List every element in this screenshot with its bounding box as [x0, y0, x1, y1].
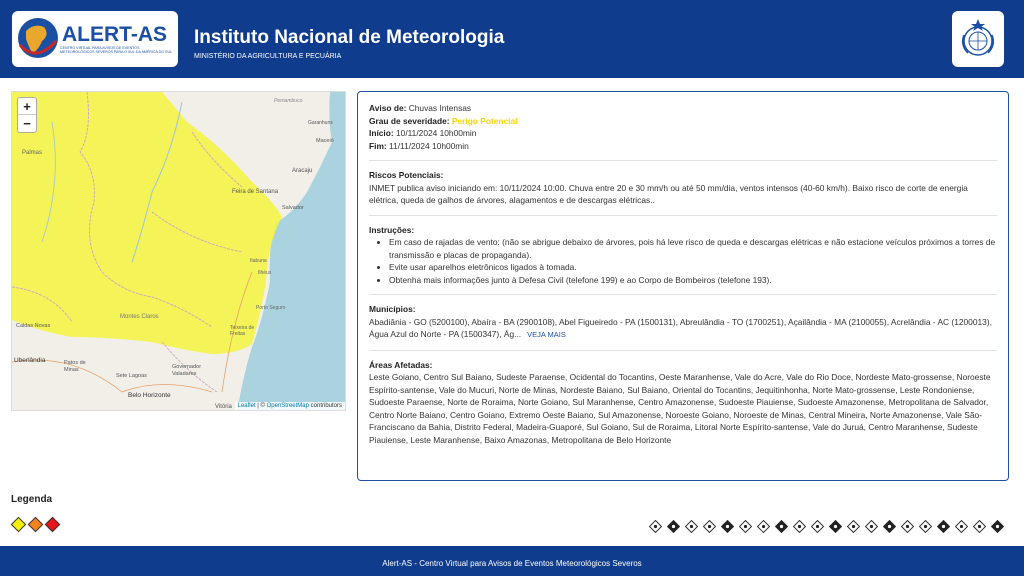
cold-icon[interactable]: [793, 520, 806, 533]
fim-value: 11/11/2024 10h00min: [389, 140, 469, 151]
header-bar: [0, 0, 1024, 78]
inicio-row: [369, 127, 997, 140]
instrucoes-title: Instruções:: [369, 224, 415, 235]
event-type-icons: [649, 520, 1004, 533]
veja-mais-link[interactable]: VEJA MAIS: [527, 330, 566, 339]
alert-map[interactable]: [11, 91, 346, 411]
fog-icon[interactable]: [757, 520, 770, 533]
tide-icon[interactable]: [991, 520, 1004, 533]
globe-logo-icon: [12, 11, 178, 67]
map-label-uberlandia: Uberlândia: [14, 357, 46, 364]
aviso-label: Aviso de:: [369, 103, 407, 113]
inicio-value: 10/11/2024 10h00min: [396, 128, 477, 138]
cyclone-icon[interactable]: [973, 520, 986, 533]
red-level-icon[interactable]: [45, 517, 61, 533]
wind-icon[interactable]: [685, 520, 698, 533]
logo-text: ALERT-AS: [62, 23, 167, 46]
municipios-text: Abadiânia - GO (5200100), Abaíra - BA (2900108), Abel Figueiredo - PA (1500131), Abreulândia - TO (1700251), Açailândia - MA (2100055), Acrelândia - AC (1200013), Água Azul do Norte - PA (1500347), Ág...: [369, 316, 992, 339]
map-label-feira: Feira de Santana: [232, 189, 279, 195]
map-label-maceio: Maceió: [316, 138, 334, 144]
map-label-caldas: Caldas Novas: [16, 323, 51, 329]
footer-bar: [0, 546, 1024, 576]
map-label-teixeira: Teixeira de Freitas: [230, 325, 255, 337]
areas-title: Áreas Afetadas:: [369, 359, 433, 370]
map-label-montes: Montes Claros: [120, 314, 159, 320]
wmo-logo[interactable]: [952, 11, 1004, 67]
map-label-ilheus: Ilhéus: [258, 270, 272, 276]
fim-row: [369, 140, 997, 153]
alert-as-logo[interactable]: [12, 11, 178, 67]
fim-label: Fim:: [369, 140, 387, 151]
municipios-block: [369, 316, 997, 342]
yellow-level-icon[interactable]: [11, 517, 27, 533]
divider: [369, 160, 997, 161]
attribution-tail: contributors: [308, 403, 342, 409]
frost-icon[interactable]: [739, 520, 752, 533]
storm-icon[interactable]: [649, 520, 662, 533]
map-label-aracaju: Aracaju: [292, 168, 313, 174]
lightning-icon[interactable]: [901, 520, 914, 533]
zoom-out-button[interactable]: −: [23, 116, 31, 131]
map-label-itabuna: Itabuna: [250, 258, 267, 264]
aviso-value: Chuvas Intensas: [408, 103, 472, 113]
tornado-icon[interactable]: [865, 520, 878, 533]
alert-details-panel: [357, 91, 1009, 481]
map-label-pernambuco: Pernambuco: [274, 98, 303, 104]
map-label-gov: Governador Valadares: [172, 364, 202, 377]
attribution-separator: | ©: [255, 403, 267, 409]
leaflet-link[interactable]: Leaflet: [237, 403, 256, 409]
areas-text: Leste Goiano, Centro Sul Baiano, Sudeste Paraense, Ocidental do Tocantins, Oeste Maranhense, Vale do Acre, Vale do Rio Doce, Nordeste Mato-grossense, Noroeste Espírito-santense, Vale do Mucuri, Norte de Minas, Nordeste Baiano, Sul Baiano, Oriental do Tocantins, Jequitinhonha, Norte Mato-grossense, Leste Rondoniense, Sudoeste Paraense, Norte de Roraima, Norte Goiano, Sul Maranhense, Centro Amazonense, Sudoeste Piauiense, Sudoeste Amazonense, Metropolitana de Salvador, Centro Norte Baiano, Centro Goiano, Extremo Oeste Baiano, Sul Amazonense, Noroeste Goiano, Noroeste de Minas, Central Mineira, Norte Amazonense, Vale São-Franciscano da Bahia, Distrito Federal, Madeira-Guaporé, Sul Goiano, Sul de Roraima, Litoral Norte Espírito-santense, Vale do Juruá, Centro Maranhense, Sudeste Piauiense, Leste Maranhense, Baixo Amazonas, Metropolitana de Belo Horizonte: [369, 372, 991, 445]
instrucao-item: • Evite usar aparelhos eletrônicos ligados à tomada.: [389, 261, 997, 274]
grau-label: Grau de severidade:: [369, 115, 450, 126]
heat-icon[interactable]: [775, 520, 788, 533]
other-icon[interactable]: [955, 520, 968, 533]
map-label-sete: Sete Lagoas: [116, 373, 147, 379]
aviso-row: [369, 102, 997, 115]
riscos-title: Riscos Potenciais:: [369, 170, 444, 180]
fire-icon[interactable]: [829, 520, 842, 533]
wmo-emblem-icon: [952, 11, 1004, 67]
snow-icon[interactable]: [721, 520, 734, 533]
landslide-icon[interactable]: [937, 520, 950, 533]
hail-icon[interactable]: [667, 520, 680, 533]
map-label-bh: Belo Horizonte: [128, 392, 171, 399]
wave-icon[interactable]: [883, 520, 896, 533]
page-title: Instituto Nacional de Meteorologia: [194, 27, 505, 48]
ministry-subtitle: MINISTÉRIO DA AGRICULTURA E PECUÁRIA: [194, 53, 342, 60]
map-label-garanhuns: Garanhuns: [308, 120, 333, 126]
severity-value: Perigo Potencial: [451, 115, 518, 126]
riscos-text: INMET publica aviso iniciando em: 10/11/2024 10:00. Chuva entre 20 e 30 mm/h ou até 50 mm/dia, ventos intensos (40-60 km/h). Baixo risco de corte de energia elétrica, queda de galhos de árvores, alagamentos e de descargas elétricas..: [369, 182, 968, 205]
divider: [369, 215, 997, 216]
instrucao-item: • Obtenha mais informações junto à Defesa Civil (telefone 199) e ao Corpo de Bombeiros (telefone 193).: [389, 274, 997, 287]
dry-icon[interactable]: [811, 520, 824, 533]
inicio-label: Início:: [369, 128, 394, 138]
map-label-porto: Porto Seguro: [256, 305, 286, 311]
grau-row: [369, 115, 997, 128]
divider: [369, 294, 997, 295]
map-label-salvador: Salvador: [282, 205, 304, 211]
map-attribution: [235, 402, 345, 410]
legend-title: Legenda: [11, 494, 53, 505]
zoom-in-button[interactable]: +: [18, 98, 36, 115]
zoom-control: [17, 97, 37, 133]
flood-icon[interactable]: [847, 520, 860, 533]
municipios-title: Municípios:: [369, 304, 416, 314]
map-label-vitoria: Vitória: [215, 404, 232, 410]
instrucoes-list: [369, 236, 997, 286]
map-label-palmas: Palmas: [22, 150, 43, 156]
rain-icon[interactable]: [703, 520, 716, 533]
instrucao-item: • Em caso de rajadas de vento: (não se abrigue debaixo de árvores, pois há leve risco de queda e descargas elétricas e não estacione veículos próximos a torres de transmissão e placas de propaganda).: [389, 236, 997, 261]
footer-text: Alert-AS - Centro Virtual para Avisos de Eventos Meteorológicos Severos: [382, 559, 642, 568]
osm-link[interactable]: OpenStreetMap: [266, 403, 309, 409]
severity-legend: [13, 519, 58, 530]
dust-icon[interactable]: [919, 520, 932, 533]
orange-level-icon[interactable]: [28, 517, 44, 533]
logo-subtitle: CENTRO VIRTUAL PARA AVISOS DE EVENTOS METEOROLÓGICOS SEVEROS PARA O SUL DA AMÉRICA DO SUL: [60, 46, 173, 55]
map-label-patos: Patos de Minas: [64, 360, 86, 373]
divider: [369, 350, 997, 351]
